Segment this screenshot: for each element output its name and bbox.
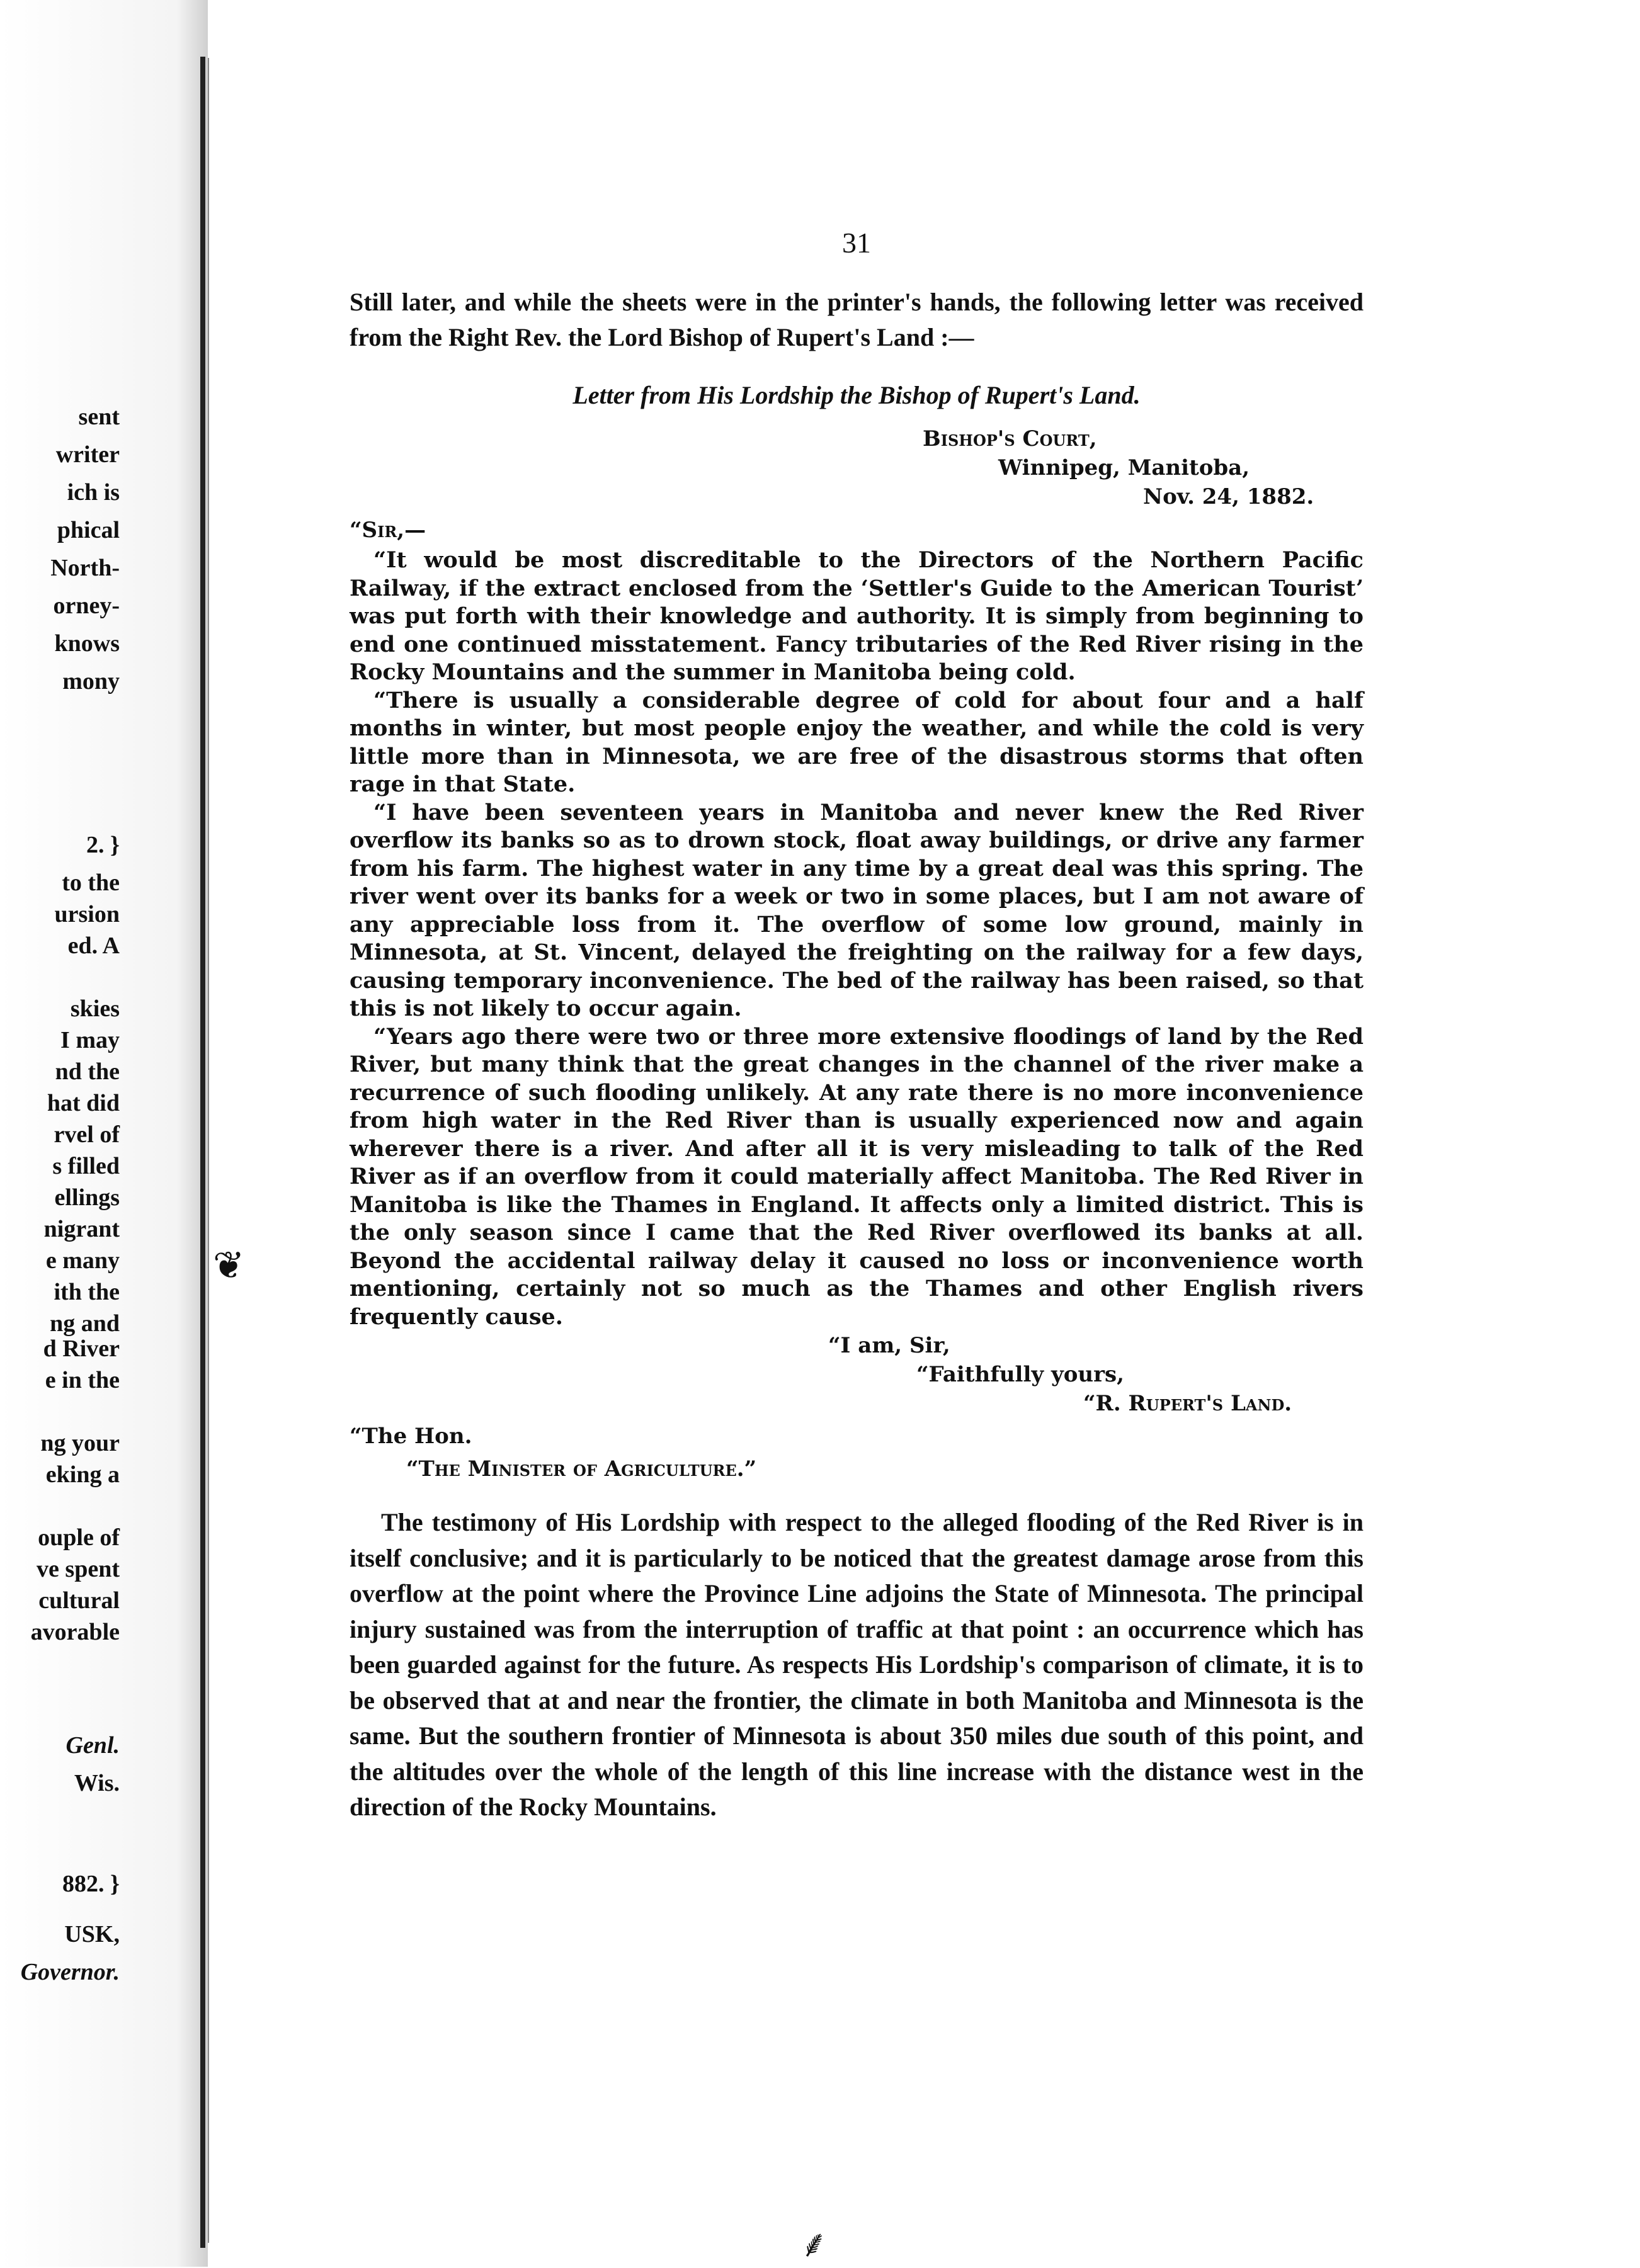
previous-page-fragment: knows	[54, 630, 120, 657]
address-line-1: Bishop's Court,	[923, 426, 1097, 451]
page-edge-line	[200, 57, 205, 2248]
addressee-line-1: “The Hon.	[350, 1424, 472, 1449]
previous-page-fragment: Wis.	[74, 1770, 120, 1796]
page-edge-line-inner	[208, 58, 209, 2243]
previous-page-fragment: phical	[57, 517, 120, 543]
previous-page-fragment: to the	[62, 870, 120, 896]
previous-page-fragment: orney-	[53, 593, 120, 619]
previous-page-fragment: USK,	[64, 1921, 120, 1948]
previous-page-fragment: ursion	[54, 901, 120, 927]
previous-page-fragment: North-	[50, 555, 120, 581]
previous-page-fragment: ve spent	[37, 1556, 120, 1582]
letter-date: Nov. 24, 1882.	[1143, 484, 1314, 509]
page-number: 31	[842, 227, 871, 259]
previous-page-fragment: s filled	[52, 1153, 120, 1179]
previous-page-fragment: ed. A	[67, 933, 120, 959]
letter-body	[350, 547, 1364, 1331]
signature: “R. Rupert's Land.	[1083, 1391, 1292, 1416]
previous-page-fragment: I may	[60, 1027, 120, 1053]
previous-page-fragment: ith the	[54, 1279, 120, 1305]
previous-page-fragment: e in the	[45, 1367, 120, 1393]
previous-page-fragment: skies	[70, 995, 120, 1022]
previous-page-fragment: cultural	[38, 1587, 120, 1614]
previous-page-fragment: avorable	[30, 1619, 120, 1645]
previous-page-fragment: hat did	[47, 1090, 120, 1116]
previous-page-fragment: ng and	[50, 1310, 120, 1337]
closing-line-1: “I am, Sir,	[828, 1333, 950, 1358]
previous-page-fragment: 882. }	[62, 1871, 120, 1897]
previous-page-fragment: ellings	[54, 1184, 120, 1211]
binding-clip-mark: ❦	[213, 1244, 245, 1288]
letter-paragraph: “I have been seventeen years in Manitoba and never knew the Red River overflow its banks so as to drown stock, float away buildings, or drive any farmer from his farm. The highest water in any time by a great deal was this spring. The river went over its banks for a week or two in some places, but I am not aware of any appreciable loss from it. The overflow of some low ground, mainly in Minnesota, at St. Vincent, delayed the freighting on the railway for a few days, causing temporary inconvenience. The bed of the railway has been raised, so that this is not likely to occur again.	[350, 799, 1364, 1021]
letter-paragraph: “There is usually a considerable degree of cold for about four and a half months in winter, but most people enjoy the weather, and while the cold is very little more than in Minnesota, we are free of the disastrous storms that often rage in that State.	[350, 687, 1364, 797]
bottom-scan-mark: ⸙	[800, 2222, 828, 2266]
addressee-line-2: “The Minister of Agriculture.”	[406, 1456, 757, 1482]
letter-paragraph: “It would be most discreditable to the Directors of the Northern Pacific Railway, if the extract enclosed from the ‘Settler's Guide to the American Tourist’ was put forth with their knowledge and authority. It is simply from beginning to end one continued misstatement. Fancy tributaries of the Red River rising in the Rocky Mountains and the summer in Manitoba being cold.	[350, 547, 1364, 685]
previous-page-edge	[0, 0, 189, 2267]
letter-heading: Letter from His Lordship the Bishop of Rupert's Land.	[572, 381, 1141, 409]
previous-page-fragment: rvel of	[54, 1121, 120, 1148]
previous-page-fragment: nd the	[55, 1058, 120, 1085]
previous-page-fragment: 2. }	[86, 832, 120, 858]
previous-page-fragment: Governor.	[20, 1959, 120, 1985]
previous-page-fragment: ich is	[67, 479, 120, 506]
previous-page-fragment: ng your	[40, 1430, 120, 1456]
previous-page-fragment: writer	[55, 441, 120, 468]
previous-page-fragment: sent	[78, 404, 120, 430]
previous-page-fragment: nigrant	[43, 1216, 120, 1242]
salutation: “Sir,—	[350, 518, 426, 543]
intro-paragraph: Still later, and while the sheets were in the printer's hands, the following letter was received from the Right Rev. the Lord Bishop of Rupert's Land :—	[350, 288, 1364, 351]
previous-page-fragment: Genl.	[65, 1732, 120, 1759]
previous-page-fragment: mony	[62, 668, 120, 695]
previous-page-fragment: e many	[45, 1247, 120, 1274]
previous-page-fragment: eking a	[45, 1461, 120, 1488]
letter-paragraph: “Years ago there were two or three more extensive floodings of land by the Red River, but many think that the great changes in the channel of the river make a recurrence of such flooding unlikely. At any rate there is no more inconvenience from high water in the Red River than is usually experienced now and again wherever there is a river. And after all it is very misleading to talk of the Red River as if an overflow from it could materially affect Manitoba. The Red River in Manitoba is like the Thames in England. It affects only a limited district. This is the only season since I came that the Red River overflowed its banks at all. Beyond the accidental railway delay it caused no loss or inconvenience worth mentioning, certainly not so much as the Thames and other English rivers frequently cause.	[350, 1023, 1364, 1330]
address-line-2: Winnipeg, Manitoba,	[998, 455, 1250, 480]
page-body	[350, 227, 1364, 1825]
commentary-paragraph: The testimony of His Lordship with respect to the alleged flooding of the Red River is in itself conclusive; and it is particularly to be noticed that the greatest damage arose from this overflow at the point where the Province Line adjoins the State of Minnesota. The principal injury sustained was from the interruption of traffic at that point : an occurrence which has been guarded against for the future. As respects His Lordship's comparison of climate, it is to be observed that at and near the frontier, the climate in both Manitoba and Minnesota is the same. But the southern frontier of Minnesota is about 350 miles due south of this point, and the altitudes over the whole of the length of this line increase with the distance west in the direction of the Rocky Mountains.	[350, 1508, 1364, 1821]
closing-line-2: “Faithfully yours,	[916, 1362, 1125, 1387]
previous-page-fragment: ouple of	[38, 1524, 120, 1551]
previous-page-fragment: d River	[43, 1335, 120, 1362]
